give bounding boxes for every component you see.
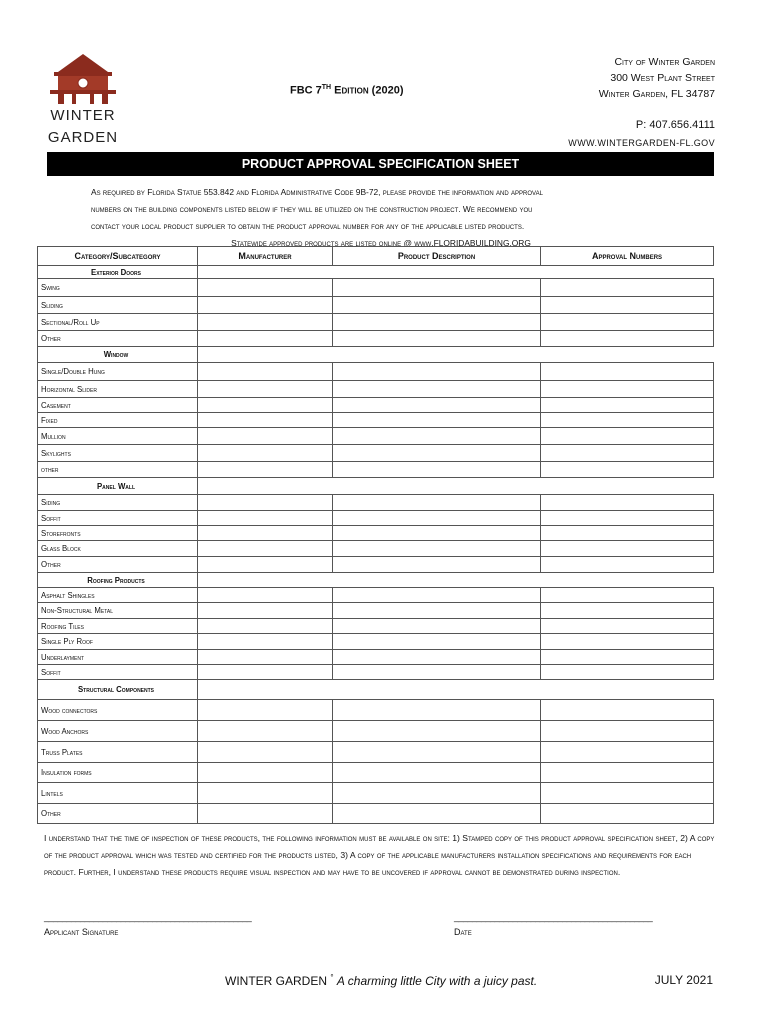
category-group-row (38, 680, 714, 700)
category-heading: Panel Wall (38, 478, 198, 495)
table-row (38, 557, 714, 573)
approval-number-cell[interactable] (541, 665, 714, 680)
subcategory-label: Sectional/Roll Up (38, 314, 198, 331)
intro-paragraph (91, 184, 711, 252)
approval-number-cell[interactable] (541, 398, 714, 413)
approval-number-cell[interactable] (541, 314, 714, 331)
manufacturer-cell[interactable] (198, 634, 333, 650)
manufacturer-cell[interactable] (198, 381, 333, 398)
phone-number: P: 407.656.4111 (635, 119, 715, 131)
subcategory-label: Casement (38, 398, 198, 413)
subcategory-label: Mullion (38, 428, 198, 445)
subcategory-label: Truss Plates (38, 742, 198, 763)
manufacturer-cell[interactable] (198, 314, 333, 331)
table-row (38, 665, 714, 680)
description-cell[interactable] (333, 665, 541, 680)
table-row (38, 331, 714, 347)
table-row (38, 413, 714, 428)
manufacturer-cell (198, 680, 333, 700)
footer-tagline: WINTER GARDEN ° A charming little City with a juicy past. (225, 973, 538, 988)
approval-number-cell[interactable] (541, 804, 714, 824)
description-cell[interactable] (333, 331, 541, 347)
manufacturer-cell[interactable] (198, 665, 333, 680)
description-cell[interactable] (333, 700, 541, 721)
website-url: WWW.WINTERGARDEN-FL.GOV (568, 138, 715, 148)
table-header-row (38, 247, 714, 266)
subcategory-label: Glass Block (38, 541, 198, 557)
city-state-zip: Winter Garden, FL 34787 (598, 88, 715, 100)
subcategory-label: Wood connectors (38, 700, 198, 721)
approval-number-cell[interactable] (541, 413, 714, 428)
col-header-category: Category/Subcategory (38, 247, 198, 266)
table-row (38, 511, 714, 526)
category-group-row (38, 347, 714, 363)
description-cell[interactable] (333, 721, 541, 742)
subcategory-label: Non-Structural Metal (38, 603, 198, 619)
col-header-manufacturer: Manufacturer (198, 247, 333, 266)
manufacturer-cell[interactable] (198, 619, 333, 634)
approval-number-cell[interactable] (541, 742, 714, 763)
subcategory-label: Skylights (38, 445, 198, 462)
approval-number-cell[interactable] (541, 650, 714, 665)
manufacturer-cell[interactable] (198, 541, 333, 557)
description-cell[interactable] (333, 363, 541, 381)
description-cell (333, 266, 541, 279)
table-row (38, 603, 714, 619)
approval-number-cell[interactable] (541, 363, 714, 381)
manufacturer-cell[interactable] (198, 297, 333, 314)
manufacturer-cell[interactable] (198, 557, 333, 573)
table-row (38, 541, 714, 557)
approval-number-cell (541, 347, 714, 363)
subcategory-label: Other (38, 804, 198, 824)
subcategory-label: Fixed (38, 413, 198, 428)
signature-line[interactable]: ______________________________________________ (44, 912, 252, 922)
city-address (599, 54, 715, 102)
manufacturer-cell[interactable] (198, 495, 333, 511)
manufacturer-cell (198, 573, 333, 588)
table-row (38, 742, 714, 763)
table-row (38, 588, 714, 603)
subcategory-label: Sliding (38, 297, 198, 314)
description-cell[interactable] (333, 413, 541, 428)
approval-number-cell (541, 478, 714, 495)
description-cell (333, 573, 541, 588)
manufacturer-cell[interactable] (198, 742, 333, 763)
product-approval-table (37, 246, 714, 824)
description-cell[interactable] (333, 511, 541, 526)
table-row (38, 619, 714, 634)
approval-number-cell[interactable] (541, 588, 714, 603)
category-heading: Structural Components (38, 680, 198, 700)
manufacturer-cell[interactable] (198, 650, 333, 665)
approval-number-cell[interactable] (541, 428, 714, 445)
category-heading: Window (38, 347, 198, 363)
category-group-row (38, 573, 714, 588)
table-row (38, 314, 714, 331)
manufacturer-cell (198, 478, 333, 495)
table-row (38, 279, 714, 297)
subcategory-label: Roofing Tiles (38, 619, 198, 634)
description-cell[interactable] (333, 557, 541, 573)
description-cell[interactable] (333, 541, 541, 557)
manufacturer-cell[interactable] (198, 526, 333, 541)
approval-number-cell[interactable] (541, 445, 714, 462)
date-label: Date (454, 927, 472, 937)
description-cell[interactable] (333, 381, 541, 398)
manufacturer-cell[interactable] (198, 428, 333, 445)
manufacturer-cell[interactable] (198, 783, 333, 804)
table-row (38, 650, 714, 665)
subcategory-label: Horizontal Slider (38, 381, 198, 398)
category-heading: Exterior Doors (38, 266, 198, 279)
manufacturer-cell[interactable] (198, 398, 333, 413)
approval-number-cell[interactable] (541, 279, 714, 297)
subcategory-label: Other (38, 331, 198, 347)
category-group-row (38, 478, 714, 495)
logo-line2: GARDEN (47, 129, 119, 146)
description-cell[interactable] (333, 398, 541, 413)
table-row (38, 526, 714, 541)
intro-online-line: Statewide approved products are listed online @ www.FLORIDABUILDING.ORG (231, 238, 531, 248)
subcategory-label: Wood Anchors (38, 721, 198, 742)
manufacturer-cell[interactable] (198, 700, 333, 721)
description-cell[interactable] (333, 314, 541, 331)
category-heading: Roofing Products (38, 573, 198, 588)
logo-line1: WINTER (50, 107, 116, 124)
description-cell[interactable] (333, 279, 541, 297)
description-cell[interactable] (333, 588, 541, 603)
table-row (38, 398, 714, 413)
approval-number-cell[interactable] (541, 619, 714, 634)
description-cell[interactable] (333, 650, 541, 665)
approval-number-cell[interactable] (541, 511, 714, 526)
manufacturer-cell[interactable] (198, 413, 333, 428)
subcategory-label: Lintels (38, 783, 198, 804)
description-cell[interactable] (333, 783, 541, 804)
manufacturer-cell (198, 347, 333, 363)
manufacturer-cell[interactable] (198, 804, 333, 824)
manufacturer-cell[interactable] (198, 763, 333, 783)
manufacturer-cell[interactable] (198, 331, 333, 347)
approval-number-cell[interactable] (541, 603, 714, 619)
approval-number-cell[interactable] (541, 763, 714, 783)
intro-line: As required by Florida Statue 553.842 and Florida Administrative Code 9B-72, please provide the information and approval (91, 187, 543, 197)
description-cell (333, 680, 541, 700)
subcategory-label: Insulation forms (38, 763, 198, 783)
description-cell[interactable] (333, 634, 541, 650)
page-title: PRODUCT APPROVAL SPECIFICATION SHEET (47, 152, 714, 176)
manufacturer-cell[interactable] (198, 462, 333, 478)
manufacturer-cell[interactable] (198, 279, 333, 297)
approval-number-cell[interactable] (541, 634, 714, 650)
col-header-description: Product Description (333, 247, 541, 266)
table-row (38, 495, 714, 511)
subcategory-label: Soffit (38, 511, 198, 526)
description-cell[interactable] (333, 526, 541, 541)
description-cell[interactable] (333, 297, 541, 314)
table-row (38, 763, 714, 783)
subcategory-label: Swing (38, 279, 198, 297)
winter-garden-logo (44, 50, 122, 148)
table-row (38, 783, 714, 804)
inspection-statement: I understand that the time of inspection of these products, the following information must be available on site: 1) Stamped copy of this product approval specification sheet, 2) A copy of the product approval which was tested and certified for the products listed, 3) A copy of the applicable manufacturers installation specifications and requirements for each product. Further, I understand these products require visual inspection and may have to be uncovered if approval cannot be demonstrated during inspection. (44, 833, 715, 877)
approval-number-cell[interactable] (541, 462, 714, 478)
subcategory-label: Single/Double Hung (38, 363, 198, 381)
description-cell[interactable] (333, 804, 541, 824)
subcategory-label: Single Ply Roof (38, 634, 198, 650)
document-date: JULY 2021 (654, 973, 713, 987)
description-cell[interactable] (333, 462, 541, 478)
table-row (38, 297, 714, 314)
table-row (38, 462, 714, 478)
intro-line: contact your local product supplier to obtain the product approval number for any of the applicable listed products. (91, 221, 525, 231)
approval-number-cell (541, 680, 714, 700)
table-row (38, 428, 714, 445)
manufacturer-cell (198, 266, 333, 279)
table-row (38, 721, 714, 742)
manufacturer-cell[interactable] (198, 721, 333, 742)
description-cell (333, 478, 541, 495)
approval-number-cell[interactable] (541, 526, 714, 541)
subcategory-label: Other (38, 557, 198, 573)
table-row (38, 445, 714, 462)
intro-line: numbers on the building components listed below if they will be utilized on the construction project. We recommend you (91, 204, 533, 214)
manufacturer-cell[interactable] (198, 511, 333, 526)
subcategory-label: Storefronts (38, 526, 198, 541)
approval-number-cell[interactable] (541, 721, 714, 742)
street-address: 300 West Plant Street (610, 72, 715, 84)
approval-number-cell (541, 266, 714, 279)
table-row (38, 381, 714, 398)
city-name: City of Winter Garden (614, 56, 715, 68)
description-cell[interactable] (333, 495, 541, 511)
approval-number-cell[interactable] (541, 331, 714, 347)
table-row (38, 634, 714, 650)
subcategory-label: Underlayment (38, 650, 198, 665)
category-group-row (38, 266, 714, 279)
subcategory-label: Soffit (38, 665, 198, 680)
approval-number-cell[interactable] (541, 700, 714, 721)
table-row (38, 700, 714, 721)
col-header-approval: Approval Numbers (541, 247, 714, 266)
manufacturer-cell[interactable] (198, 588, 333, 603)
date-line[interactable]: ____________________________________________ (454, 912, 653, 922)
manufacturer-cell[interactable] (198, 445, 333, 462)
approval-number-cell[interactable] (541, 783, 714, 804)
description-cell[interactable] (333, 603, 541, 619)
description-cell (333, 347, 541, 363)
description-cell[interactable] (333, 763, 541, 783)
description-cell[interactable] (333, 742, 541, 763)
approval-number-cell[interactable] (541, 557, 714, 573)
manufacturer-cell[interactable] (198, 363, 333, 381)
description-cell[interactable] (333, 445, 541, 462)
code-edition: FBC 7TH Edition (2020) (290, 84, 404, 97)
table-row (38, 363, 714, 381)
approval-number-cell[interactable] (541, 495, 714, 511)
manufacturer-cell[interactable] (198, 603, 333, 619)
subcategory-label: other (38, 462, 198, 478)
clock-icon (78, 78, 88, 88)
approval-number-cell (541, 573, 714, 588)
approval-number-cell[interactable] (541, 297, 714, 314)
table-row (38, 804, 714, 824)
description-cell[interactable] (333, 428, 541, 445)
subcategory-label: Asphalt Shingles (38, 588, 198, 603)
subcategory-label: Siding (38, 495, 198, 511)
approval-number-cell[interactable] (541, 541, 714, 557)
approval-number-cell[interactable] (541, 381, 714, 398)
applicant-signature-label: Applicant Signature (44, 927, 119, 937)
description-cell[interactable] (333, 619, 541, 634)
